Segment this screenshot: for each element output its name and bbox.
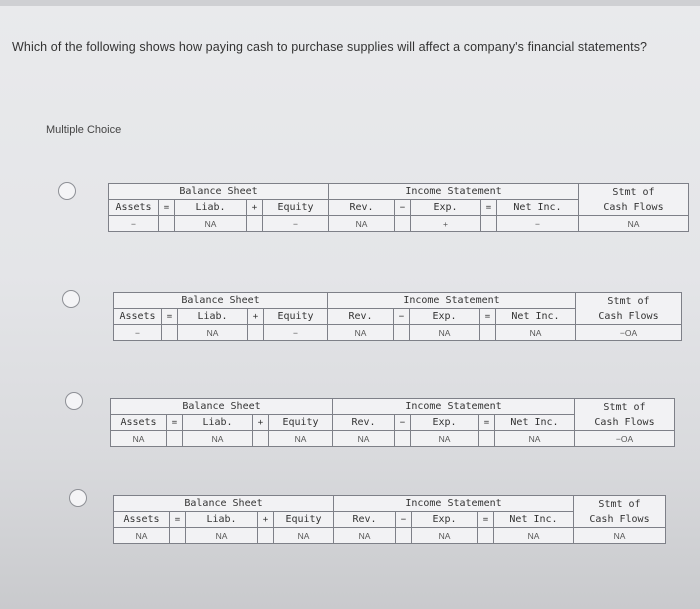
liab-label: Liab. — [186, 512, 258, 528]
cash-flows-header: Stmt of Cash Flows — [579, 184, 689, 216]
liab-value: NA — [183, 431, 253, 447]
exp-label: Exp. — [411, 200, 481, 216]
equity-label: Equity — [269, 415, 333, 431]
equity-value: NA — [274, 528, 334, 544]
income-statement-header: Income Statement — [328, 293, 576, 309]
option-4-table[interactable] — [113, 495, 666, 544]
balance-sheet-header: Balance Sheet — [114, 293, 328, 309]
assets-label: Assets — [114, 512, 170, 528]
income-statement-header: Income Statement — [329, 184, 579, 200]
assets-value: − — [109, 216, 159, 232]
equals-sign: = — [170, 512, 186, 528]
multiple-choice-label: Multiple Choice — [46, 124, 122, 136]
liab-label: Liab. — [183, 415, 253, 431]
equals-sign: = — [159, 200, 175, 216]
exp-label: Exp. — [412, 512, 478, 528]
plus-sign: + — [248, 309, 264, 325]
option-1-table[interactable] — [108, 183, 689, 232]
net-inc-value: NA — [496, 325, 576, 341]
cash-flows-value: NA — [579, 216, 689, 232]
assets-label: Assets — [114, 309, 162, 325]
exp-value: NA — [411, 431, 479, 447]
cash-flows-header: Stmt of Cash Flows — [576, 293, 682, 325]
option-3-table[interactable] — [110, 398, 675, 447]
exp-value: NA — [410, 325, 480, 341]
equity-value: − — [263, 216, 329, 232]
option-2-table[interactable] — [113, 292, 682, 341]
equity-value: NA — [269, 431, 333, 447]
minus-sign: − — [395, 200, 411, 216]
assets-value: NA — [111, 431, 167, 447]
assets-label: Assets — [109, 200, 159, 216]
exp-value: NA — [412, 528, 478, 544]
equals-sign: = — [481, 200, 497, 216]
equals-sign: = — [479, 415, 495, 431]
liab-label: Liab. — [175, 200, 247, 216]
net-inc-value: NA — [494, 528, 574, 544]
option-3-radio[interactable] — [65, 392, 83, 410]
rev-label: Rev. — [328, 309, 394, 325]
balance-sheet-header: Balance Sheet — [114, 496, 334, 512]
plus-sign: + — [253, 415, 269, 431]
rev-value: NA — [333, 431, 395, 447]
question-text: Which of the following shows how paying cash to purchase supplies will affect a company's financial statements? — [12, 40, 648, 54]
liab-label: Liab. — [178, 309, 248, 325]
equity-label: Equity — [263, 200, 329, 216]
rev-label: Rev. — [334, 512, 396, 528]
equals-sign: = — [480, 309, 496, 325]
assets-value: − — [114, 325, 162, 341]
cash-flows-header: Stmt of Cash Flows — [574, 496, 666, 528]
minus-sign: − — [396, 512, 412, 528]
rev-value: NA — [329, 216, 395, 232]
rev-value: NA — [334, 528, 396, 544]
cash-flows-value: −OA — [575, 431, 675, 447]
liab-value: NA — [186, 528, 258, 544]
cash-flows-value: −OA — [576, 325, 682, 341]
plus-sign: + — [258, 512, 274, 528]
rev-value: NA — [328, 325, 394, 341]
assets-value: NA — [114, 528, 170, 544]
net-inc-label: Net Inc. — [497, 200, 579, 216]
net-inc-value: NA — [495, 431, 575, 447]
liab-value: NA — [178, 325, 248, 341]
cash-flows-value: NA — [574, 528, 666, 544]
balance-sheet-header: Balance Sheet — [109, 184, 329, 200]
option-4-radio[interactable] — [69, 489, 87, 507]
assets-label: Assets — [111, 415, 167, 431]
net-inc-label: Net Inc. — [495, 415, 575, 431]
option-2-radio[interactable] — [62, 290, 80, 308]
exp-value: + — [411, 216, 481, 232]
equals-sign: = — [167, 415, 183, 431]
cash-flows-header: Stmt of Cash Flows — [575, 399, 675, 431]
rev-label: Rev. — [333, 415, 395, 431]
net-inc-label: Net Inc. — [496, 309, 576, 325]
exp-label: Exp. — [411, 415, 479, 431]
net-inc-label: Net Inc. — [494, 512, 574, 528]
equity-value: − — [264, 325, 328, 341]
option-1-radio[interactable] — [58, 182, 76, 200]
equals-sign: = — [162, 309, 178, 325]
equity-label: Equity — [264, 309, 328, 325]
income-statement-header: Income Statement — [334, 496, 574, 512]
balance-sheet-header: Balance Sheet — [111, 399, 333, 415]
liab-value: NA — [175, 216, 247, 232]
net-inc-value: − — [497, 216, 579, 232]
equals-sign: = — [478, 512, 494, 528]
minus-sign: − — [394, 309, 410, 325]
minus-sign: − — [395, 415, 411, 431]
plus-sign: + — [247, 200, 263, 216]
income-statement-header: Income Statement — [333, 399, 575, 415]
exp-label: Exp. — [410, 309, 480, 325]
top-bar — [0, 0, 700, 6]
rev-label: Rev. — [329, 200, 395, 216]
equity-label: Equity — [274, 512, 334, 528]
